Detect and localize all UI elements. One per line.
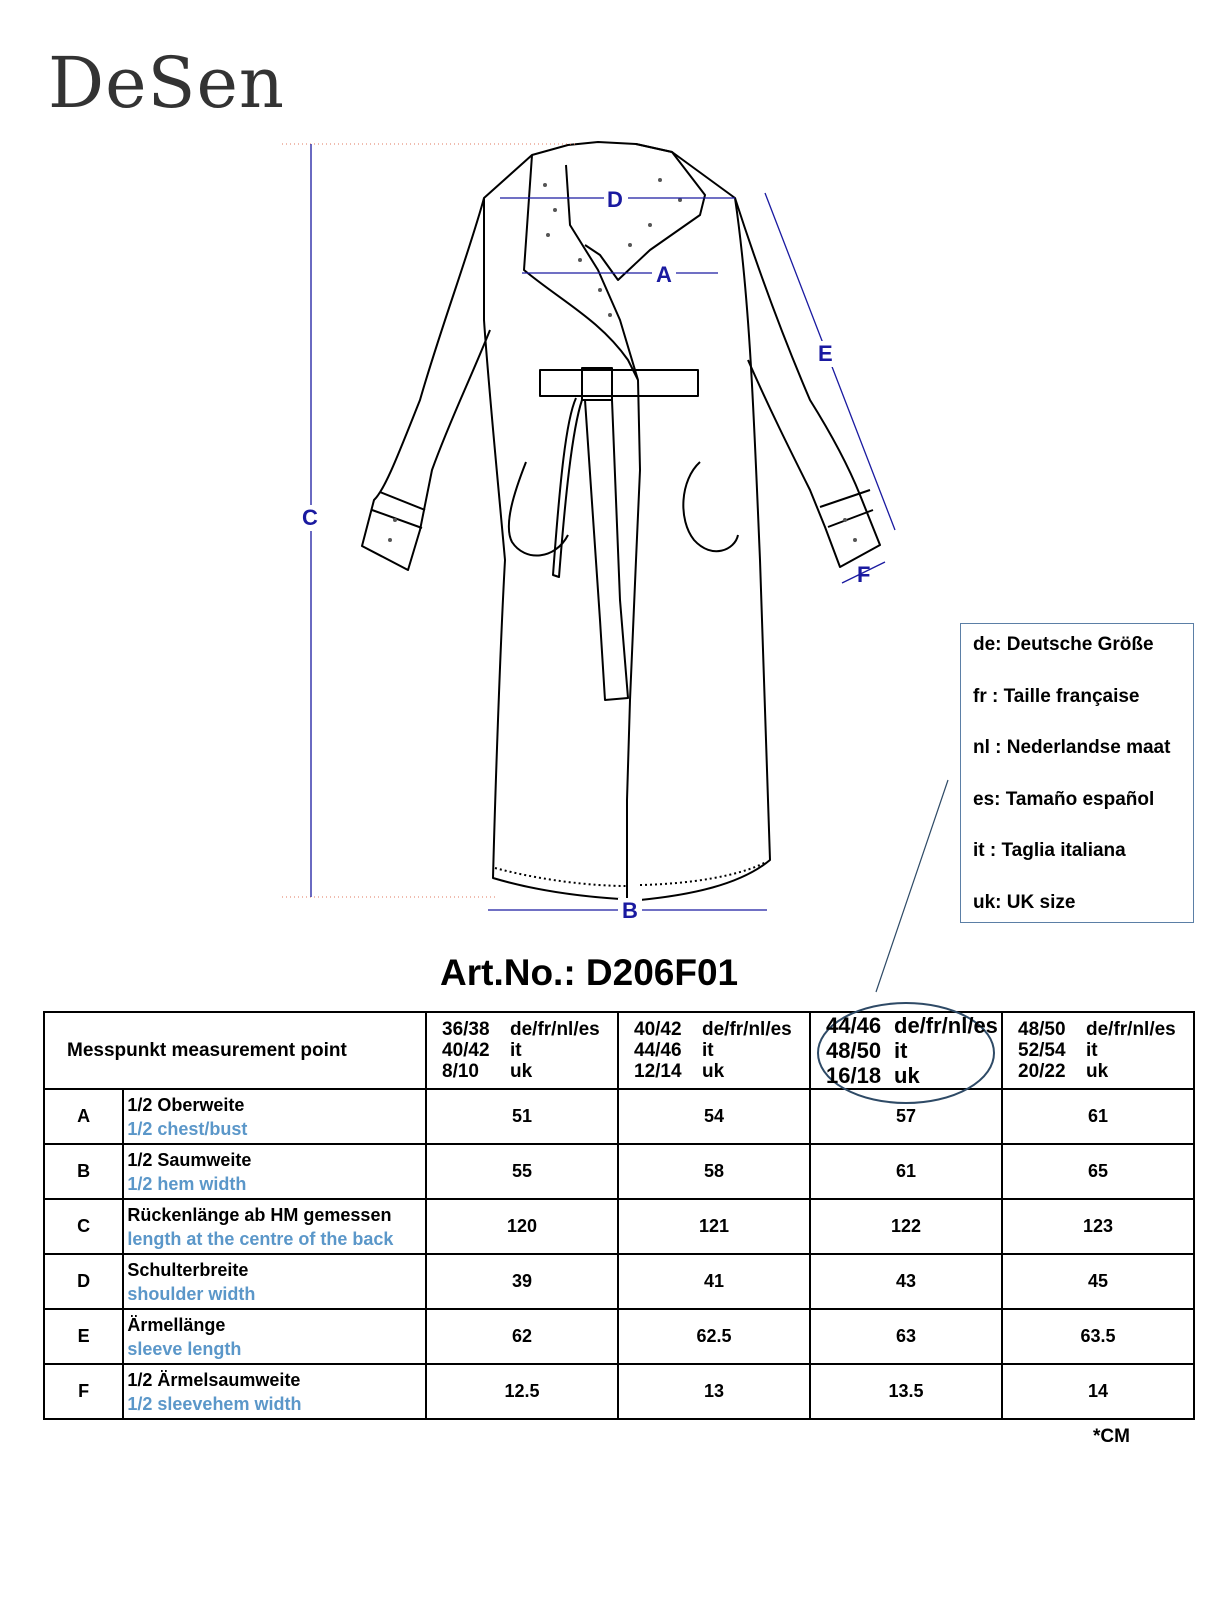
row-description: 1/2 Saumweite 1/2 hem width [123,1144,426,1199]
size-value: 40/42 [442,1040,490,1061]
table-row [44,1364,1194,1419]
table-cell: 61 [810,1144,1002,1199]
size-system: de/fr/nl/es [510,1019,600,1040]
table-cell: 13.5 [810,1364,1002,1419]
table-cell: 122 [810,1199,1002,1254]
row-description: 1/2 Ärmelsaumweite 1/2 sleevehem width [123,1364,426,1419]
table-cell: 121 [618,1199,810,1254]
table-cell: 43 [810,1254,1002,1309]
measure-label-f: F [857,562,871,587]
size-system: it [510,1040,522,1061]
table-cell: 63.5 [1002,1309,1194,1364]
legend-item: uk: UK size [973,891,1076,913]
size-system: uk [1086,1061,1109,1082]
table-cell: 62.5 [618,1309,810,1364]
table-row [44,1089,1194,1144]
table-cell: 123 [1002,1199,1194,1254]
right-pocket [683,462,738,551]
legend-item: es: Tamaño español [973,788,1155,810]
size-system: de/fr/nl/es [1086,1019,1176,1040]
unit-note: *CM [1093,1426,1130,1447]
table-cell: 55 [426,1144,618,1199]
measure-label-c: C [302,505,318,530]
size-column-header [426,1012,618,1089]
size-system: de/fr/nl/es [894,1013,998,1038]
table-cell: 51 [426,1089,618,1144]
table-row [44,1254,1194,1309]
size-value: 44/46 [634,1040,682,1061]
size-value: 16/18 [826,1063,882,1088]
collar-right [585,144,705,280]
table-cell: 39 [426,1254,618,1309]
table-cell: 62 [426,1309,618,1364]
legend-item: fr : Taille française [973,685,1140,707]
size-system: it [1086,1040,1098,1061]
table-cell: 63 [810,1309,1002,1364]
belt-tail-1 [585,400,628,700]
size-column-header-highlighted [810,1012,1002,1089]
measurement-point-header: Messpunkt measurement point [44,1012,426,1089]
size-system: uk [702,1061,725,1082]
table-cell: 57 [810,1089,1002,1144]
right-sleeve [735,198,880,567]
size-column-header [618,1012,810,1089]
size-system: de/fr/nl/es [702,1019,792,1040]
row-letter: F [44,1364,123,1419]
size-system: uk [510,1061,533,1082]
table-cell: 41 [618,1254,810,1309]
table-cell: 54 [618,1089,810,1144]
table-row [44,1199,1194,1254]
legend-item: it : Taglia italiana [973,840,1126,861]
table-cell: 12.5 [426,1364,618,1419]
table-cell: 14 [1002,1364,1194,1419]
size-value: 20/22 [1018,1061,1066,1082]
size-system-legend [960,623,1194,923]
size-value: 52/54 [1018,1040,1066,1061]
measure-label-a: A [656,262,672,287]
table-cell: 61 [1002,1089,1194,1144]
row-letter: C [44,1199,123,1254]
article-number: Art.No.: D206F01 [440,952,739,993]
row-description: Rückenlänge ab HM gemessen length at the centre of the back [123,1199,426,1254]
table-cell: 58 [618,1144,810,1199]
size-system: it [894,1038,908,1063]
size-value: 48/50 [826,1038,882,1063]
legend-callout-line [876,780,948,992]
size-value: 48/50 [1018,1019,1066,1040]
table-row [44,1309,1194,1364]
row-letter: B [44,1144,123,1199]
measure-label-b: B [622,898,638,923]
size-value: 40/42 [634,1019,682,1040]
measure-label-e: E [818,341,833,366]
size-value: 44/46 [826,1013,882,1038]
row-letter: D [44,1254,123,1309]
legend-item: nl : Nederlandse maat [973,737,1171,758]
row-letter: A [44,1089,123,1144]
brand-logo: DeSen [48,42,286,124]
row-letter: E [44,1309,123,1364]
row-description: 1/2 Oberweite 1/2 chest/bust [123,1089,426,1144]
row-description: Ärmellänge sleeve length [123,1309,426,1364]
size-value: 8/10 [442,1061,479,1082]
size-system: it [702,1040,714,1061]
row-description: Schulterbreite shoulder width [123,1254,426,1309]
table-cell: 120 [426,1199,618,1254]
belt [540,370,698,396]
legend-item: de: Deutsche Größe [973,634,1154,655]
table-cell: 13 [618,1364,810,1419]
size-column-header [1002,1012,1194,1089]
table-cell: 45 [1002,1254,1194,1309]
table-header-row [44,1012,1194,1089]
size-system: uk [894,1063,920,1088]
size-value: 12/14 [634,1061,682,1082]
size-value: 36/38 [442,1019,490,1040]
table-row [44,1144,1194,1199]
size-chart-table [43,1011,1195,1420]
measure-label-d: D [607,187,623,212]
belt-tail-2 [553,398,582,577]
table-cell: 65 [1002,1144,1194,1199]
